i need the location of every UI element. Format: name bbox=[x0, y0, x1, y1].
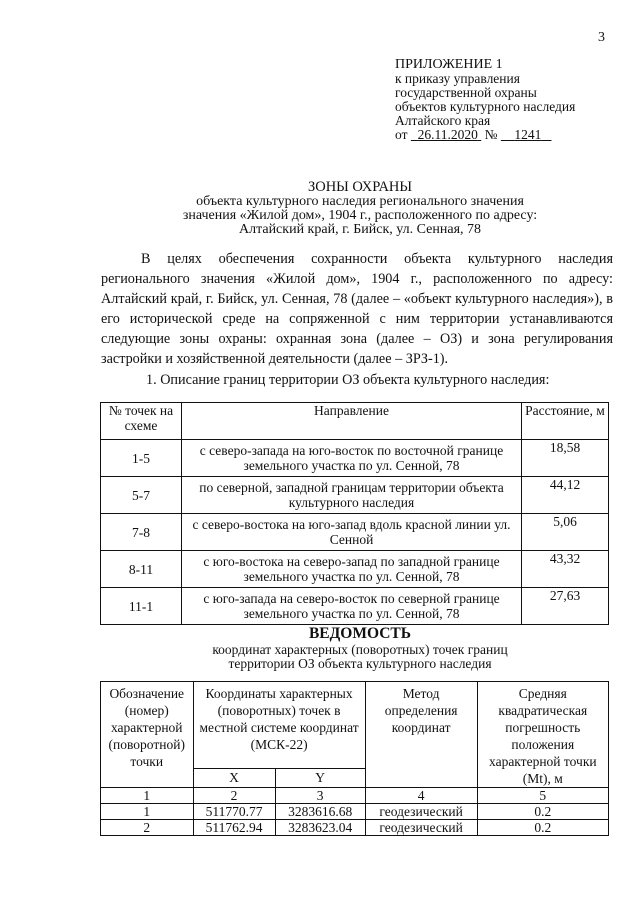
cell-direction: с северо-запада на юго-восток по восточной границе земельного участка по ул. Сенной, 78 bbox=[182, 440, 522, 477]
coordinates-table bbox=[100, 681, 609, 836]
table-row bbox=[101, 551, 609, 588]
column-number: 3 bbox=[275, 788, 365, 804]
appendix-line: Алтайского края bbox=[395, 113, 491, 128]
cell-x: 511762.94 bbox=[193, 820, 275, 836]
cell-direction: с юго-запада на северо-восток по северной границе земельного участка по ул. Сенной, 78 bbox=[182, 588, 522, 625]
table-row bbox=[101, 588, 609, 625]
order-date: 26.11.2020 bbox=[417, 127, 478, 142]
cell-direction: по северной, западной границам территории объекта культурного наследия bbox=[182, 477, 522, 514]
title-line: значения «Жилой дом», 1904 г., расположенного по адресу: bbox=[182, 208, 538, 223]
header-designation: Обозначение (номер) характерной (поворотной) точки bbox=[101, 682, 194, 788]
page-number: 3 bbox=[598, 30, 605, 45]
number-prefix: № bbox=[484, 127, 498, 142]
table-row bbox=[101, 514, 609, 551]
document-title bbox=[100, 180, 620, 237]
appendix-date-line bbox=[395, 128, 615, 142]
section-1-title: 1. Описание границ территории ОЗ объекта культурного наследия: bbox=[146, 372, 550, 388]
appendix-line: объектов культурного наследия bbox=[395, 99, 576, 114]
table-row bbox=[101, 440, 609, 477]
table-row bbox=[101, 804, 609, 820]
vedomost-title-block bbox=[100, 627, 620, 671]
cell-error: 0.2 bbox=[477, 804, 608, 820]
cell-distance: 5,06 bbox=[522, 514, 609, 551]
cell-method: геодезический bbox=[365, 804, 477, 820]
appendix-line: государственной охраны bbox=[395, 85, 537, 100]
cell-y: 3283616.68 bbox=[275, 804, 365, 820]
cell-points: 5-7 bbox=[101, 477, 182, 514]
column-number: 1 bbox=[101, 788, 194, 804]
cell-direction: с северо-востока на юго-запад вдоль красной линии ул. Сенной bbox=[182, 514, 522, 551]
header-direction: Направление bbox=[182, 403, 522, 440]
title-line: объекта культурного наследия регионального значения bbox=[196, 194, 524, 209]
header-error: Средняя квадратическая погрешность положения характерной точки (Mt), м bbox=[477, 682, 608, 788]
appendix-line: к приказу управления bbox=[395, 71, 520, 86]
header-points: № точек на схеме bbox=[101, 403, 182, 440]
appendix-block bbox=[395, 58, 615, 142]
cell-error: 0.2 bbox=[477, 820, 608, 836]
header-x: X bbox=[193, 768, 275, 787]
cell-distance: 43,32 bbox=[522, 551, 609, 588]
column-number: 4 bbox=[365, 788, 477, 804]
cell-point-number: 1 bbox=[101, 804, 194, 820]
cell-points: 1-5 bbox=[101, 440, 182, 477]
title-main: ЗОНЫ ОХРАНЫ bbox=[307, 179, 413, 195]
header-coordinates: Координаты характерных (поворотных) точек в местной системе координат (МСК-22) bbox=[193, 682, 365, 769]
order-number: 1241 bbox=[514, 127, 542, 142]
appendix-heading: ПРИЛОЖЕНИЕ 1 bbox=[395, 57, 503, 72]
cell-distance: 18,58 bbox=[522, 440, 609, 477]
header-y: Y bbox=[275, 768, 365, 787]
header-method: Метод определения координат bbox=[365, 682, 477, 788]
cell-method: геодезический bbox=[365, 820, 477, 836]
cell-point-number: 2 bbox=[101, 820, 194, 836]
cell-x: 511770.77 bbox=[193, 804, 275, 820]
cell-points: 8-11 bbox=[101, 551, 182, 588]
header-distance: Расстояние, м bbox=[522, 403, 609, 440]
vedomost-line: координат характерных (поворотных) точек границ bbox=[212, 642, 508, 657]
cell-points: 11-1 bbox=[101, 588, 182, 625]
cell-distance: 27,63 bbox=[522, 588, 609, 625]
date-prefix: от bbox=[395, 127, 408, 142]
cell-direction: с юго-востока на северо-запад по западной границе земельного участка по ул. Сенной, 78 bbox=[182, 551, 522, 588]
table-row bbox=[101, 477, 609, 514]
column-number: 5 bbox=[477, 788, 608, 804]
cell-points: 7-8 bbox=[101, 514, 182, 551]
column-number: 2 bbox=[193, 788, 275, 804]
coords-header-row bbox=[101, 682, 609, 769]
title-line: Алтайский край, г. Бийск, ул. Сенная, 78 bbox=[238, 222, 482, 237]
table-header-row bbox=[101, 403, 609, 440]
vedomost-line: территории ОЗ объекта культурного наследия bbox=[228, 656, 492, 671]
vedomost-title: ВЕДОМОСТЬ bbox=[308, 625, 412, 642]
intro-paragraph: В целях обеспечения сохранности объекта культурного наследия регионального значения «Жилой дом», 1904 г., расположенного по адресу: Алтайский край, г. Бийск, ул. Сенная, 78 (далее – «объект культурного наследия»), в его исторической среде на сопряженной с ним территории устанавливаются следующие зоны охраны: охранная зона (далее – ОЗ) и зона регулирования застройки и хозяйственной деятельности (далее – ЗРЗ-1). bbox=[101, 251, 613, 367]
boundary-table bbox=[100, 402, 609, 625]
table-row bbox=[101, 820, 609, 836]
cell-y: 3283623.04 bbox=[275, 820, 365, 836]
column-number-row bbox=[101, 788, 609, 804]
cell-distance: 44,12 bbox=[522, 477, 609, 514]
